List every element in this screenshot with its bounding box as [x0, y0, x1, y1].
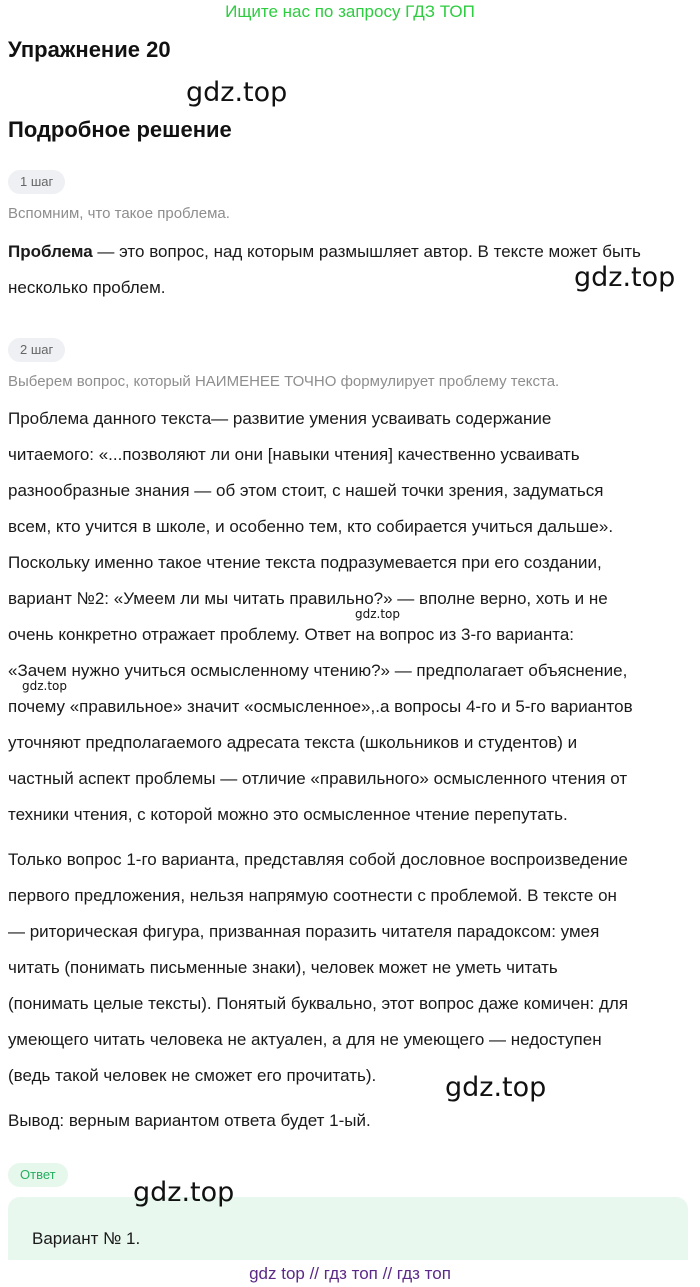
text-line: уточняют предполагаемого адресата текста (школьников и студентов) и	[8, 733, 578, 752]
text-line: Проблема данного текста— развитие умения усваивать содержание	[8, 409, 552, 428]
text-line: частный аспект проблемы — отличие «правильного» осмысленного чтения от	[8, 769, 628, 788]
text-line: разнообразные знания — об этом стоит, с нашей точки зрения, задуматься	[8, 481, 604, 500]
text-line: Только вопрос 1-го варианта, представляя собой дословное воспроизведение	[8, 850, 628, 869]
text-line: (понимать целые тексты). Понятый буквально, этот вопрос даже комичен: для	[8, 994, 629, 1013]
step-2-paragraph-2	[8, 842, 692, 1094]
conclusion: Вывод: верным вариантом ответа будет 1-ый.	[8, 1111, 371, 1130]
text-line: почему «правильное» значит «осмысленное»,.а вопросы 4-го и 5-го вариантов	[8, 697, 633, 716]
watermark: gdz.top	[445, 1072, 547, 1103]
text-line: очень конкретно отражает проблему. Ответ на вопрос из 3-го варианта:	[8, 625, 574, 644]
step-1-hint: Вспомним, что такое проблема.	[8, 205, 230, 222]
watermark: gdz.top	[574, 262, 676, 293]
term-problem: Проблема	[8, 242, 93, 261]
step-1-badge: 1 шаг	[8, 170, 65, 194]
step-1-line-2: несколько проблем.	[8, 278, 166, 297]
step-1-definition: — это вопрос, над которым размышляет автор. В тексте может быть	[92, 242, 641, 261]
text-line: вариант №2: «Умеем ли мы читать правильно?» — вполне верно, хоть и не	[8, 589, 608, 608]
step-2-paragraph-1	[8, 401, 692, 833]
step-2-hint: Выберем вопрос, который НАИМЕНЕЕ ТОЧНО формулирует проблему текста.	[8, 373, 560, 390]
text-line: умеющего читать человека не актуален, а для не умеющего — недоступен	[8, 1030, 602, 1049]
exercise-title: Упражнение 20	[8, 37, 171, 62]
watermark: gdz.top	[186, 77, 288, 108]
text-line: первого предложения, нельзя напрямую соотнести с проблемой. В тексте он	[8, 886, 617, 905]
text-line: Поскольку именно такое чтение текста подразумевается при его создании,	[8, 553, 602, 572]
text-line: читаемого: «...позволяют ли они [навыки чтения] качественно усваивать	[8, 445, 580, 464]
section-title: Подробное решение	[8, 117, 232, 142]
text-line: (ведь такой человек не сможет его прочитать).	[8, 1066, 377, 1085]
answer-text: Вариант № 1.	[32, 1229, 141, 1248]
step-2-badge: 2 шаг	[8, 338, 65, 362]
watermark: gdz.top	[355, 607, 401, 621]
watermark: gdz.top	[22, 679, 68, 693]
footer-links[interactable]: gdz top // гдз топ // гдз топ	[0, 1260, 700, 1287]
answer-badge: Ответ	[8, 1163, 68, 1187]
search-banner: Ищите нас по запросу ГДЗ ТОП	[225, 2, 475, 21]
watermark: gdz.top	[133, 1177, 235, 1208]
text-line: — риторическая фигура, призванная поразить читателя парадоксом: умея	[8, 922, 600, 941]
text-line: техники чтения, с которой можно это осмысленное чтение перепутать.	[8, 805, 568, 824]
text-line: читать (понимать письменные знаки), человек может не уметь читать	[8, 958, 558, 977]
text-line: всем, кто учится в школе, и особенно тем, кто собирается учиться дальше».	[8, 517, 614, 536]
text-line: «Зачем нужно учиться осмысленному чтению?» — предполагает объяснение,	[8, 661, 628, 680]
